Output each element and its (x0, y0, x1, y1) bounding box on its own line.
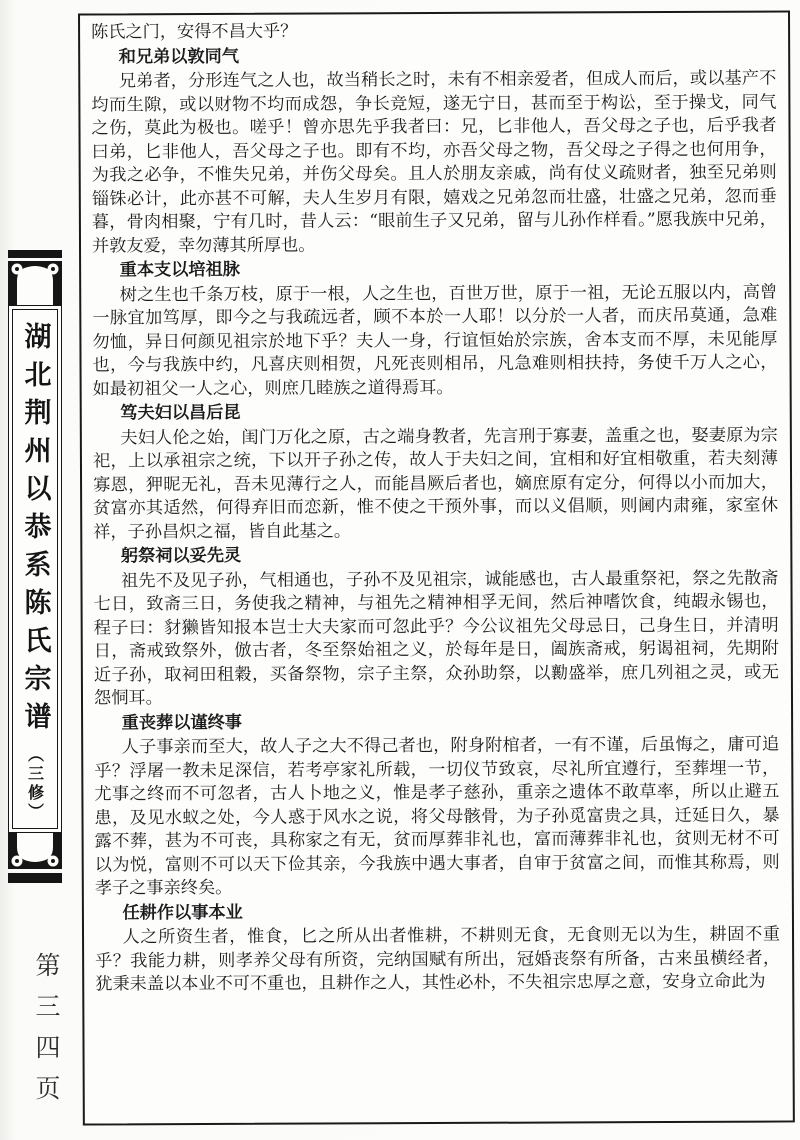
section-body: 人之所资生者，惟食，匕之所从出者惟耕，不耕则无食，无食则无以为生，耕固不重乎？我能力耕，则孝养父母有所资，完纳国赋有所出，冠婚丧祭有所备，古来虽横经者，犹秉耒盖以本业不可不重也，且耕作之人，其性必朴，不失祖宗忠厚之意，安身立命此为 (95, 924, 781, 995)
opening-line: 陈氏之门，安得不昌大乎？ (91, 21, 298, 43)
spine-title: 湖北荆州以恭系陈氏宗谱 (19, 322, 51, 740)
section-brothers (91, 43, 777, 258)
section-funerals (94, 709, 780, 901)
spine-bottom-bar (8, 873, 62, 883)
section-body: 人子事亲而至大，故人子之大不得己者也，附身附棺者，一有不谨，后虽悔之，庸可追乎？浮屠一教未足深信，若考亭家礼所载，一切仪节致哀，尽礼所宜遵行，至葬埋一节，尤事之终而不可忽者，古人卜地之义，惟是孝子慈孙，重亲之遗体不敢草率，所以止避五患，及见水蚁之处，今人惑于风水之说，将父母骸骨，为子孙觅富贵之具，迁延日久，暴露不葬，甚为不可丧，具称家之有无，贫而厚葬非礼也，富而薄葬非礼也，贫则无材不可以为悦，富则不可以天下俭其亲，今我族中遇大事者，自审于贫富之间，而惟其称焉，则孝子之事亲终矣。 (94, 734, 780, 899)
page-text (91, 19, 780, 997)
section-body: 夫妇人伦之始，闺门万化之原，古之端身教者，先言刑于寡妻，盖重之也，娶妻原为宗祀，上以承祖宗之统，下以开子孙之传，故人于夫妇之间，宜相和好宜相敬重，若夫刻薄寡恩，狎昵无礼，吾未见薄行之人，而能昌厥后者也，嫡庶原有定分，何得以小而加大，贫富亦其适然，何得弃旧而恋新，惟不使之干预外事，而以义倡顺，则阃内肃雍，家室休祥，子孙昌炽之福，皆自此基之。 (92, 425, 779, 542)
spine-top-bar (8, 250, 62, 258)
section-heading: 躬祭祠以妥先灵 (120, 545, 242, 567)
spine-title-edition: （三修） (25, 746, 45, 822)
section-heading: 重本支以培祖脉 (119, 259, 241, 281)
section-heading: 任耕作以事本业 (122, 902, 243, 923)
main-text-box (78, 10, 795, 1125)
section-heading: 笃夫妇以昌后昆 (120, 402, 241, 424)
section-ancestral-rites (93, 543, 779, 711)
spine-banner (8, 250, 62, 883)
spine-title-panel (8, 305, 62, 833)
section-body: 树之生也千条万枝，原于一根，人之生也，百世万世，原于一祖，无论五服以内，高曾一脉宜加笃厚，即今之与我疏远者，顾不本於一人耶！以分於一人者，而庆吊莫通，急难勿恤，异日何颜见祖宗於地下乎？夫人一身，行谊恒始於宗族，舍本支而不厚，未见能厚也，今与我族中约，凡喜庆则相贺，凡死丧则相吊，凡急难则相扶持，务使千万人之心，如最初祖父一人之心，则庶几睦族之道得焉耳。 (92, 282, 778, 399)
section-farming (95, 899, 780, 997)
page-number-label: 第三四页 (32, 952, 61, 1116)
section-spouses (93, 400, 779, 545)
section-heading: 和兄弟以敦同气 (118, 46, 240, 67)
section-heading: 重丧葬以谨终事 (121, 712, 242, 733)
cloud-ornament-top-icon (8, 261, 62, 305)
cloud-ornament-bottom-icon (8, 833, 62, 869)
section-body: 兄弟者，分形连气之人也，故当稍长之时，未有不相亲爱者，但成人而后，或以基产不均而生隙，或以财物不均而成怨，争长竞短，遂无宁日，甚而至于构讼，至于操戈，同气之伤，莫此为极也。嗟乎！曾亦思先乎我者曰：兄，匕非他人，吾父母之子也，后乎我者曰弟，匕非他人，吾父母之子也。即有不均，亦吾父母之物，吾父母之子得之也何用争，为我之必争，不惟失兄弟，并伤父母矣。且人於朋友亲戚，尚有仗义疏财者，独至兄弟则锱铢必计，此亦甚不可解，夫人生岁月有限，嬉戏之兄弟忽而壮盛，壮盛之兄弟，忽而垂暮，骨肉相聚，宁有几时，昔人云：“眼前生子又兄弟，留与儿孙作样看。”愿我族中兄弟，并敦友爱，幸勿薄其所厚也。 (91, 68, 777, 256)
section-lineage (92, 257, 778, 402)
section-body: 祖先不及见子孙，气相通也，子孙不及见祖宗，诚能感也，古人最重祭祀，祭之先散斋七日，致斋三日，务使我之精神，与祖先之精神相孚无间，然后神嗜饮食，纯嘏永锡也，程子曰：豺獭皆知报本岂士大夫家而可忽此乎？今公议祖先父母忌日，己身生日，并清明日，斋戒致祭外，倣古者，冬至祭始祖之义，於每年是日，阖族斋戒，躬谒祖祠，先期附近子孙，取祠田租穀，买备祭物，宗子主祭，众孙助祭，以勷盛举，庶几列祖之灵，或无怨恫耳。 (93, 568, 779, 709)
